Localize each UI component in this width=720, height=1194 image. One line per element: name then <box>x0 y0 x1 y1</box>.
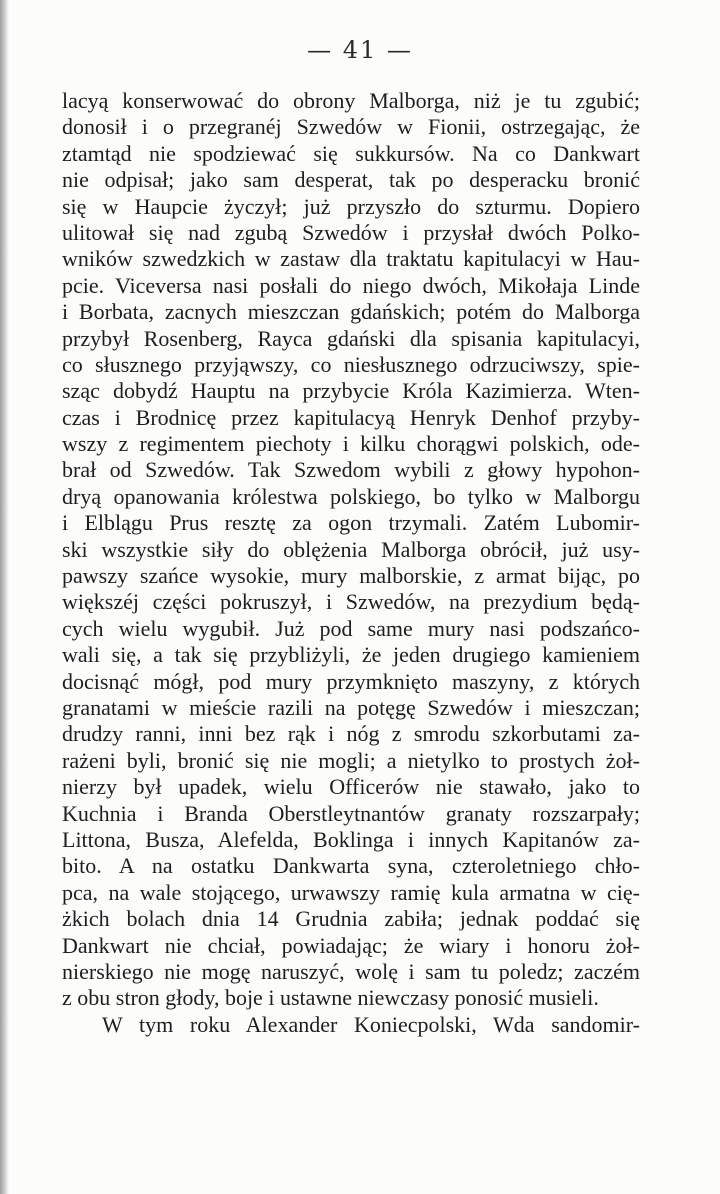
text-line: granatami w mieście razili na potęgę Szwedów i mieszczan; <box>62 694 640 720</box>
text-line: lacyą konserwować do obrony Malborga, niż je tu zgubić; <box>62 88 640 113</box>
text-line: ulitował się nad zgubą Szwedów i przysłał dwóch Polko- <box>62 219 640 245</box>
text-line: wali się, a tak się przybliżyli, że jeden drugiego kamieniem <box>62 642 640 668</box>
text-line: docisnąć mógł, pod mury przymknięto maszyny, z których <box>62 668 640 694</box>
text-line: większéj części pokruszył, i Szwedów, na prezydium będą- <box>62 589 640 615</box>
text-line: się w Haupcie życzył; już przyszło do szturmu. Dopiero <box>62 193 640 219</box>
text-line: pca, na wale stojącego, urwawszy ramię kula armatna w cię- <box>62 879 640 905</box>
text-line: ski wszystkie siły do oblężenia Malborga obrócił, już usy- <box>62 536 640 562</box>
text-line: przybył Rosenberg, Rayca gdański dla spisania kapitulacyi, <box>62 325 640 351</box>
text-line: żkich bolach dnia 14 Grudnia zabiła; jednak poddać się <box>62 906 640 932</box>
text-line: brał od Szwedów. Tak Szwedom wybili z głowy hypohon- <box>62 457 640 483</box>
page-body-text <box>62 88 640 1038</box>
text-line: wników szwedzkich w zastaw dla traktatu kapitulacyi w Hau- <box>62 246 640 272</box>
text-line: czas i Brodnicę przez kapitulacyą Henryk Denhof przyby- <box>62 404 640 430</box>
text-line: drudzy ranni, inni bez rąk i nóg z smrodu szkorbutami za- <box>62 721 640 747</box>
text-line: pawszy szańce wysokie, mury malborskie, z armat bijąc, po <box>62 563 640 589</box>
text-line: dryą opanowania królestwa polskiego, bo tylko w Malborgu <box>62 483 640 509</box>
text-line: bito. A na ostatku Dankwarta syna, czteroletniego chło- <box>62 853 640 879</box>
text-line: ztamtąd nie spodziewać się sukkursów. Na co Dankwart <box>62 140 640 166</box>
text-line: i Borbata, zacnych mieszczan gdańskich; potém do Malborga <box>62 299 640 325</box>
text-line: nie odpisał; jako sam desperat, tak po desperacku bronić <box>62 167 640 193</box>
text-line: nierzy był upadek, wielu Officerów nie stawało, jako to <box>62 774 640 800</box>
text-line: Kuchnia i Branda Oberstleytnantów granaty rozszarpały; <box>62 800 640 826</box>
page-number-header: — 41 — <box>307 36 413 64</box>
text-line: Littona, Busza, Alefelda, Boklinga i innych Kapitanów za- <box>62 826 640 852</box>
text-line: pcie. Viceversa nasi posłali do niego dwóch, Mikołaja Linde <box>62 272 640 298</box>
text-line: W tym roku Alexander Koniecpolski, Wda sandomir- <box>102 1011 640 1037</box>
text-line: donosił i o przegranéj Szwedów w Fionii, ostrzegając, że <box>62 114 640 140</box>
text-line: cych wielu wygubił. Już pod same mury nasi podszańco- <box>62 615 640 641</box>
text-line: z obu stron głody, boje i ustawne niewczasy ponosić musieli. <box>62 985 599 1011</box>
text-line: wszy z regimentem piechoty i kilku chorągwi polskich, ode- <box>62 431 640 457</box>
text-line: nierskiego nie mogę naruszyć, wolę i sam tu poledz; zaczém <box>62 958 640 984</box>
text-line: i Elblągu Prus resztę za ogon trzymali. Zatém Lubomir- <box>62 510 640 536</box>
text-line: sząc dobydź Hauptu na przybycie Króla Kazimierza. Wten- <box>62 378 640 404</box>
page-binding-edge <box>0 0 9 1194</box>
text-line: Dankwart nie chciał, powiadając; że wiary i honoru żoł- <box>62 932 640 958</box>
text-line: rażeni byli, bronić się nie mogli; a nietylko to prostych żoł- <box>62 747 640 773</box>
text-line: co słusznego przyjąwszy, co niesłusznego odrzuciwszy, spie- <box>62 351 640 377</box>
